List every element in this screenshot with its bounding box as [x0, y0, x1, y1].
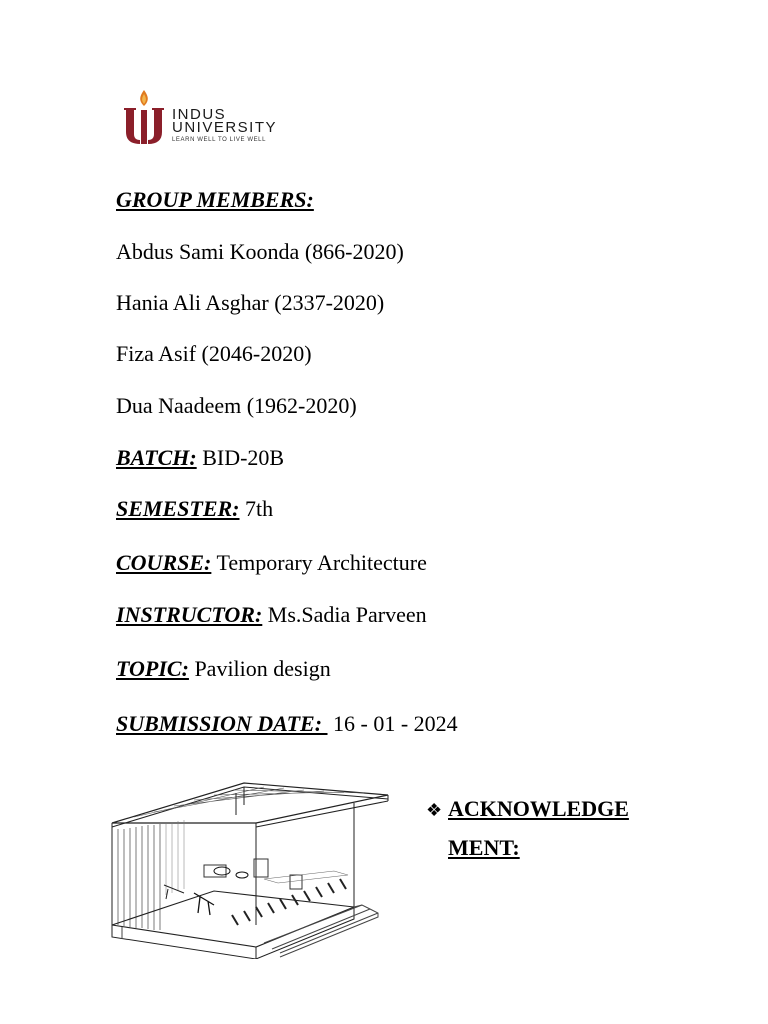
- batch-line: [116, 445, 284, 471]
- instructor-value: Ms.Sadia Parveen: [267, 602, 427, 627]
- pavilion-sketch-image: [104, 775, 392, 959]
- submission-date-line: [116, 711, 458, 737]
- semester-line: [116, 496, 273, 522]
- submission-date-label: SUBMISSION DATE:: [116, 711, 328, 736]
- group-members-label: GROUP MEMBERS:: [116, 187, 314, 212]
- course-label: COURSE:: [116, 550, 212, 575]
- group-members-heading: [116, 187, 314, 213]
- instructor-line: [116, 602, 427, 628]
- logo-name-line2: UNIVERSITY: [172, 119, 278, 136]
- member-line: Abdus Sami Koonda (866-2020): [116, 239, 404, 264]
- member-line: Dua Naadeem (1962-2020): [116, 393, 357, 418]
- indus-university-logo: [120, 88, 320, 150]
- batch-label: BATCH:: [116, 445, 197, 470]
- acknowledgement-line2: MENT:: [448, 835, 520, 860]
- acknowledgement-line1: ACKNOWLEDGE: [448, 796, 629, 821]
- topic-value: Pavilion design: [194, 656, 331, 681]
- instructor-label: INSTRUCTOR:: [116, 602, 263, 627]
- topic-line: [116, 656, 331, 682]
- logo-name-line1: INDUS: [172, 106, 227, 123]
- logo-tagline: LEARN WELL TO LIVE WELL: [172, 137, 267, 143]
- topic-label: TOPIC:: [116, 656, 189, 681]
- batch-value: BID-20B: [202, 445, 285, 470]
- member-line: Hania Ali Asghar (2337-2020): [116, 290, 385, 315]
- semester-label: SEMESTER:: [116, 496, 240, 521]
- semester-value: 7th: [245, 496, 274, 521]
- acknowledgement-heading: [426, 790, 666, 867]
- diamond-bullet-icon: ❖: [426, 800, 443, 820]
- member-line: Fiza Asif (2046-2020): [116, 341, 312, 366]
- university-emblem-icon: [120, 88, 170, 150]
- course-value: Temporary Architecture: [216, 550, 427, 575]
- course-line: [116, 550, 427, 576]
- submission-date-value: 16 - 01 - 2024: [333, 711, 458, 736]
